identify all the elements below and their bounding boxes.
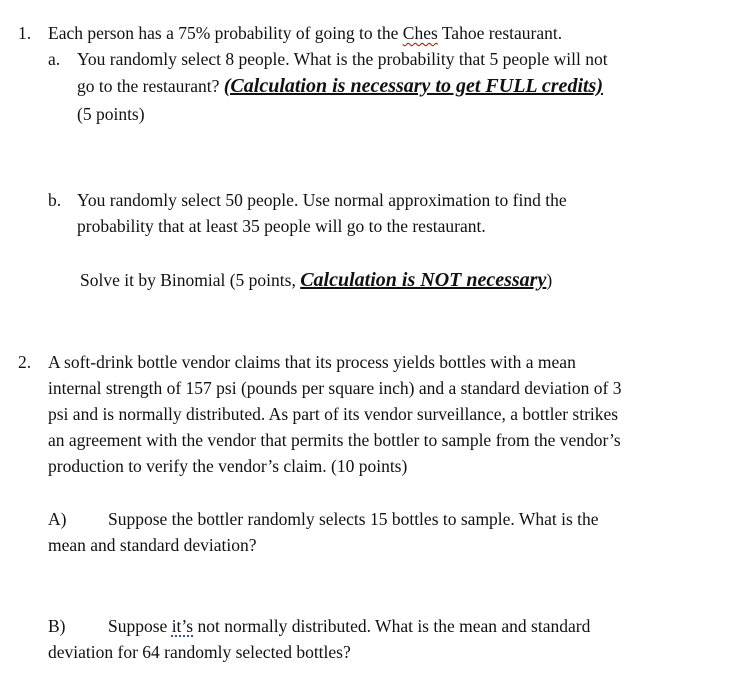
part-b-emphasis: Calculation is NOT necessary xyxy=(300,269,547,291)
part-B-line-2: deviation for 64 randomly selected bottles? xyxy=(48,642,351,662)
part-b-solve xyxy=(80,269,552,291)
question-2-line-2: internal strength of 157 psi (pounds per square inch) and a standard deviation of 3 xyxy=(48,378,622,398)
part-a-line-2 xyxy=(77,75,603,97)
question-1-stem-pre: Each person has a 75% probability of going to the xyxy=(48,23,403,43)
part-A-line-1: Suppose the bottler randomly selects 15 bottles to sample. What is the xyxy=(108,509,599,529)
part-b-label: b. xyxy=(48,190,62,210)
part-B-line-1-post: not normally distributed. What is the mean and standard xyxy=(193,616,591,636)
question-2-line-4: an agreement with the vendor that permits the bottler to sample from the vendor’s xyxy=(48,430,621,450)
question-1-restaurant-word: Ches xyxy=(402,23,438,43)
part-B-line-1-pre: Suppose xyxy=(108,616,172,636)
part-b-line-2: probability that at least 35 people will go to the restaurant. xyxy=(77,216,486,236)
question-2-line-5: production to verify the vendor’s claim. (10 points) xyxy=(48,456,408,476)
part-B-label: B) xyxy=(48,616,66,636)
part-b-line-1: You randomly select 50 people. Use normal approximation to find the xyxy=(77,190,567,210)
part-B-line-1 xyxy=(108,615,590,637)
part-A-label: A) xyxy=(48,509,67,529)
question-2-line-1: A soft-drink bottle vendor claims that its process yields bottles with a mean xyxy=(48,352,576,372)
part-a-line-2-pre: go to the restaurant? xyxy=(77,76,224,96)
part-a-emphasis: (Calculation is necessary to get FULL credits) xyxy=(223,75,603,97)
question-2-line-3: psi and is normally distributed. As part of its vendor surveillance, a bottler strikes xyxy=(48,404,619,424)
part-a-points: (5 points) xyxy=(77,104,145,124)
question-2-number: 2. xyxy=(18,352,32,372)
part-b-solve-pre: Solve it by Binomial (5 points, xyxy=(80,270,301,290)
part-A-line-2: mean and standard deviation? xyxy=(48,535,257,555)
part-b-solve-post: ) xyxy=(546,270,553,290)
question-1-stem xyxy=(48,22,562,44)
part-a-line-1: You randomly select 8 people. What is the probability that 5 people will not xyxy=(77,49,608,69)
part-a-label: a. xyxy=(48,49,61,69)
question-1-number: 1. xyxy=(18,23,32,43)
part-B-its-word: it’s xyxy=(171,616,194,636)
question-1-stem-post: Tahoe restaurant. xyxy=(437,23,563,43)
